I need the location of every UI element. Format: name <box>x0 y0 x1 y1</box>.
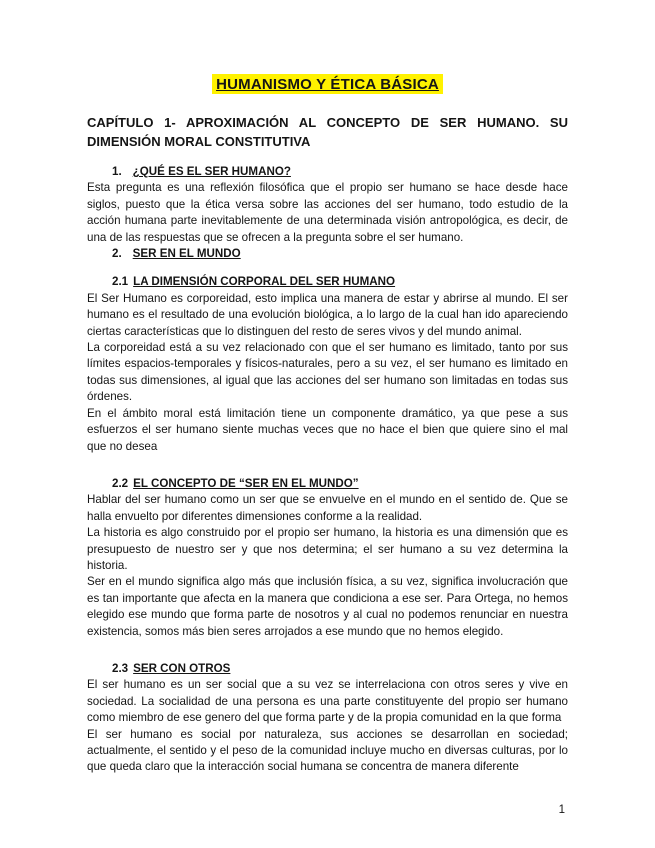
paragraph: Esta pregunta es una reflexión filosófica que el propio ser humano se hace desde hace siglos, puesto que la ética versa sobre las acciones del ser humano, todo estudio de la acción humana parte inevitablemente de una determinada visión antropológica, es decir, de una de las respuestas que se ofrecen a la pregunta sobre el ser humano. <box>87 181 568 244</box>
chapter-heading: CAPÍTULO 1- APROXIMACIÓN AL CONCEPTO DE SER HUMANO. SU DIMENSIÓN MORAL CONSTITUTIVA <box>87 115 568 149</box>
paragraph: El Ser Humano es corporeidad, esto implica una manera de estar y abrirse al mundo. El ser humano es el resultado de una evolución biológica, a lo largo de la cual han ido apareciendo ciertas características que lo distinguen del resto de seres vivos y del mundo animal. <box>87 291 568 338</box>
section-number: 2.2 <box>112 476 129 490</box>
paragraph: Ser en el mundo significa algo más que inclusión física, a su vez, significa involucración que es tan importante que afecta en la manera que condiciona a ese ser. Para Ortega, no hemos elegido ese mundo que forma parte de nosotros y al cual no podemos renunciar en nuestra existencia, somos más bien seres arrojados a ese mundo que no hemos elegido. <box>87 575 568 638</box>
section-title: SER EN EL MUNDO <box>132 247 241 261</box>
document-content <box>87 74 568 776</box>
paragraph: Hablar del ser humano como un ser que se envuelve en el mundo en el sentido de. Que se halla envuelto por diferentes dimensiones conforme a la realidad. <box>87 493 568 523</box>
section-heading-2 <box>87 246 568 262</box>
section-number: 2. <box>112 247 122 261</box>
section-number: 2.3 <box>112 661 129 675</box>
paragraph: El ser humano es un ser social que a su vez se interrelaciona con otros seres y vive en sociedad. La socialidad de una persona es una parte constituyente del propio ser humano como miembro de ese genero del que forma parte y de la propia comunidad en la que forma <box>87 678 568 725</box>
section-title: LA DIMENSIÓN CORPORAL DEL SER HUMANO <box>133 275 396 289</box>
doc-title-line <box>87 74 568 94</box>
section-heading-2-2 <box>87 476 568 492</box>
paragraph: En el ámbito moral está limitación tiene un componente dramático, ya que pese a sus esfuerzos el ser humano siente muchas veces que no hace el bien que quiere sino el mal que no desea <box>87 406 568 453</box>
paragraph: La corporeidad está a su vez relacionado con que el ser humano es limitado, tanto por sus límites espacios-temporales y físicos-naturales, pero a su vez, el ser humano es limitado en todas sus dimensiones, al igual que las acciones del ser humano son limitadas en todas sus órdenes. <box>87 341 568 404</box>
paragraph: El ser humano es social por naturaleza, sus acciones se desarrollan en sociedad; actualmente, el sentido y el peso de la comunidad incluye mucho en diversas culturas, por lo que queda claro que la interacción social humana se concentra de manera diferente <box>87 727 568 774</box>
section-heading-1 <box>87 164 568 180</box>
section-heading-2-3 <box>87 661 568 677</box>
section-number: 2.1 <box>112 275 129 289</box>
section-number: 1. <box>112 165 122 178</box>
section-title: ¿QUÉ ES EL SER HUMANO? <box>132 165 291 178</box>
doc-title: HUMANISMO Y ÉTICA BÁSICA <box>212 74 443 94</box>
section-heading-2-1 <box>87 274 568 290</box>
paragraph: La historia es algo construido por el propio ser humano, la historia es una dimensión que es presupuesto de nuestro ser y que nos determina; el ser humano a su vez determina la historia. <box>87 526 568 572</box>
section-title: EL CONCEPTO DE “SER EN EL MUNDO” <box>133 476 359 490</box>
section-title: SER CON OTROS <box>133 661 231 675</box>
page-number: 1 <box>558 804 565 816</box>
